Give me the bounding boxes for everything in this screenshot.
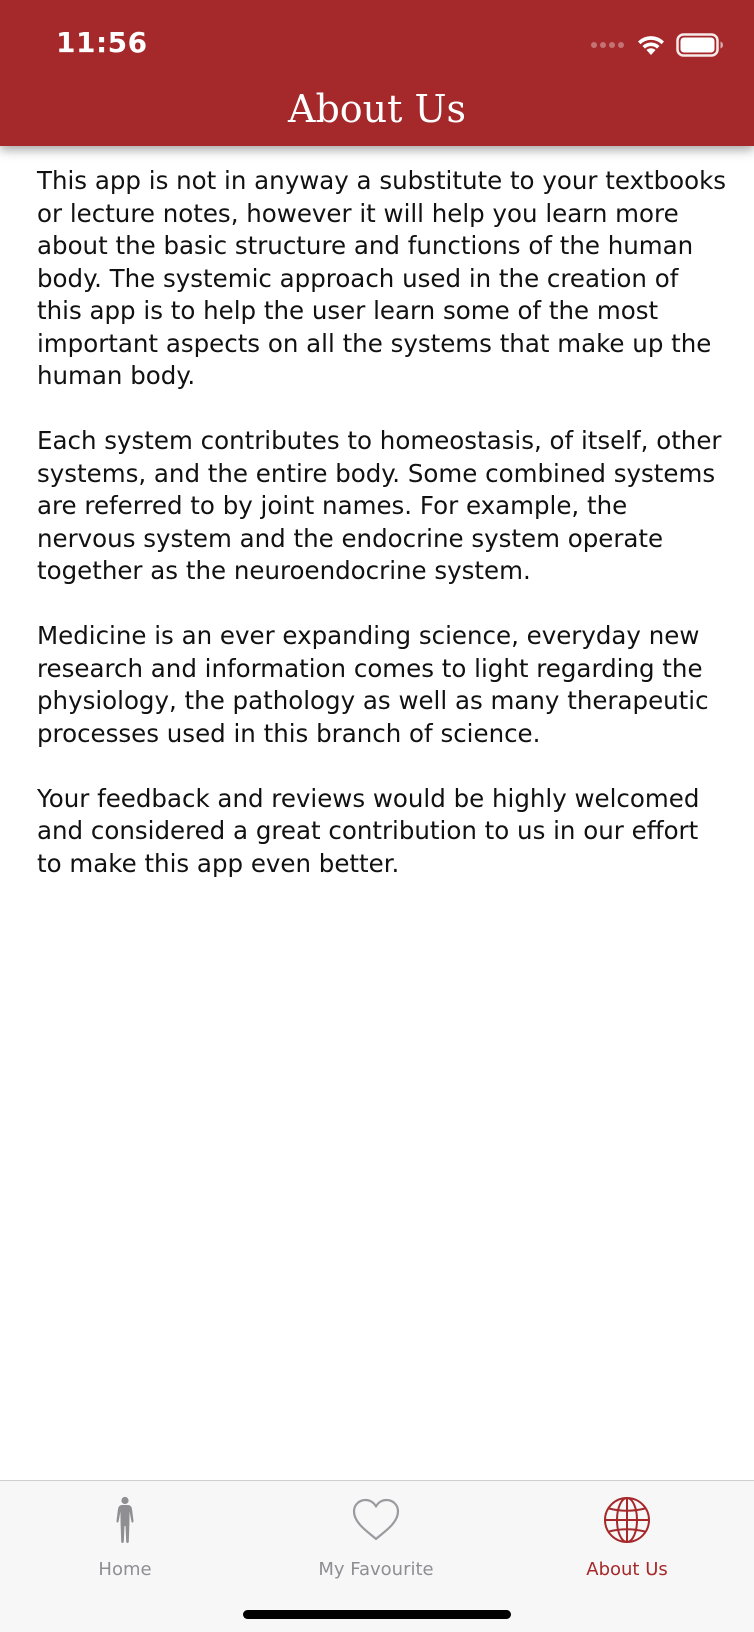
globe-icon [599, 1493, 655, 1547]
tab-about-us[interactable] [527, 1481, 727, 1601]
cellular-signal-icon [591, 42, 624, 48]
tab-my-favourite[interactable] [276, 1481, 476, 1601]
status-time: 11:56 [56, 26, 148, 59]
status-indicators [591, 30, 724, 60]
wifi-icon [636, 34, 666, 56]
human-body-icon [97, 1493, 153, 1547]
navigation-header [0, 0, 754, 146]
tab-home-label: Home [98, 1559, 152, 1580]
home-indicator[interactable] [243, 1610, 511, 1619]
about-text [37, 165, 727, 913]
page-title: About Us [288, 87, 466, 131]
about-paragraph: Medicine is an ever expanding science, everyday new research and information comes to light regarding the physiology, the pathology as well as many therapeutic processes used in this branch of science. [37, 621, 709, 748]
tab-about-us-label: About Us [586, 1559, 668, 1580]
tab-home[interactable] [25, 1481, 225, 1601]
about-paragraph: Each system contributes to homeostasis, of itself, other systems, and the entire body. Some combined systems are referred to by joint names. For example, the nervous system and the endocrine system operate together as the neuroendocrine system. [37, 426, 722, 585]
battery-icon [676, 33, 724, 57]
heart-icon [348, 1493, 404, 1547]
tab-my-favourite-label: My Favourite [318, 1559, 434, 1580]
about-paragraph: Your feedback and reviews would be highly welcomed and considered a great contribution to us in our effort to make this app even better. [37, 783, 700, 878]
about-paragraph: This app is not in anyway a substitute to your textbooks or lecture notes, however it will help you learn more about the basic structure and functions of the human body. The systemic approach used in the creation of this app is to help the user learn some of the most important aspects on all the systems that make up the human body. [37, 166, 727, 390]
